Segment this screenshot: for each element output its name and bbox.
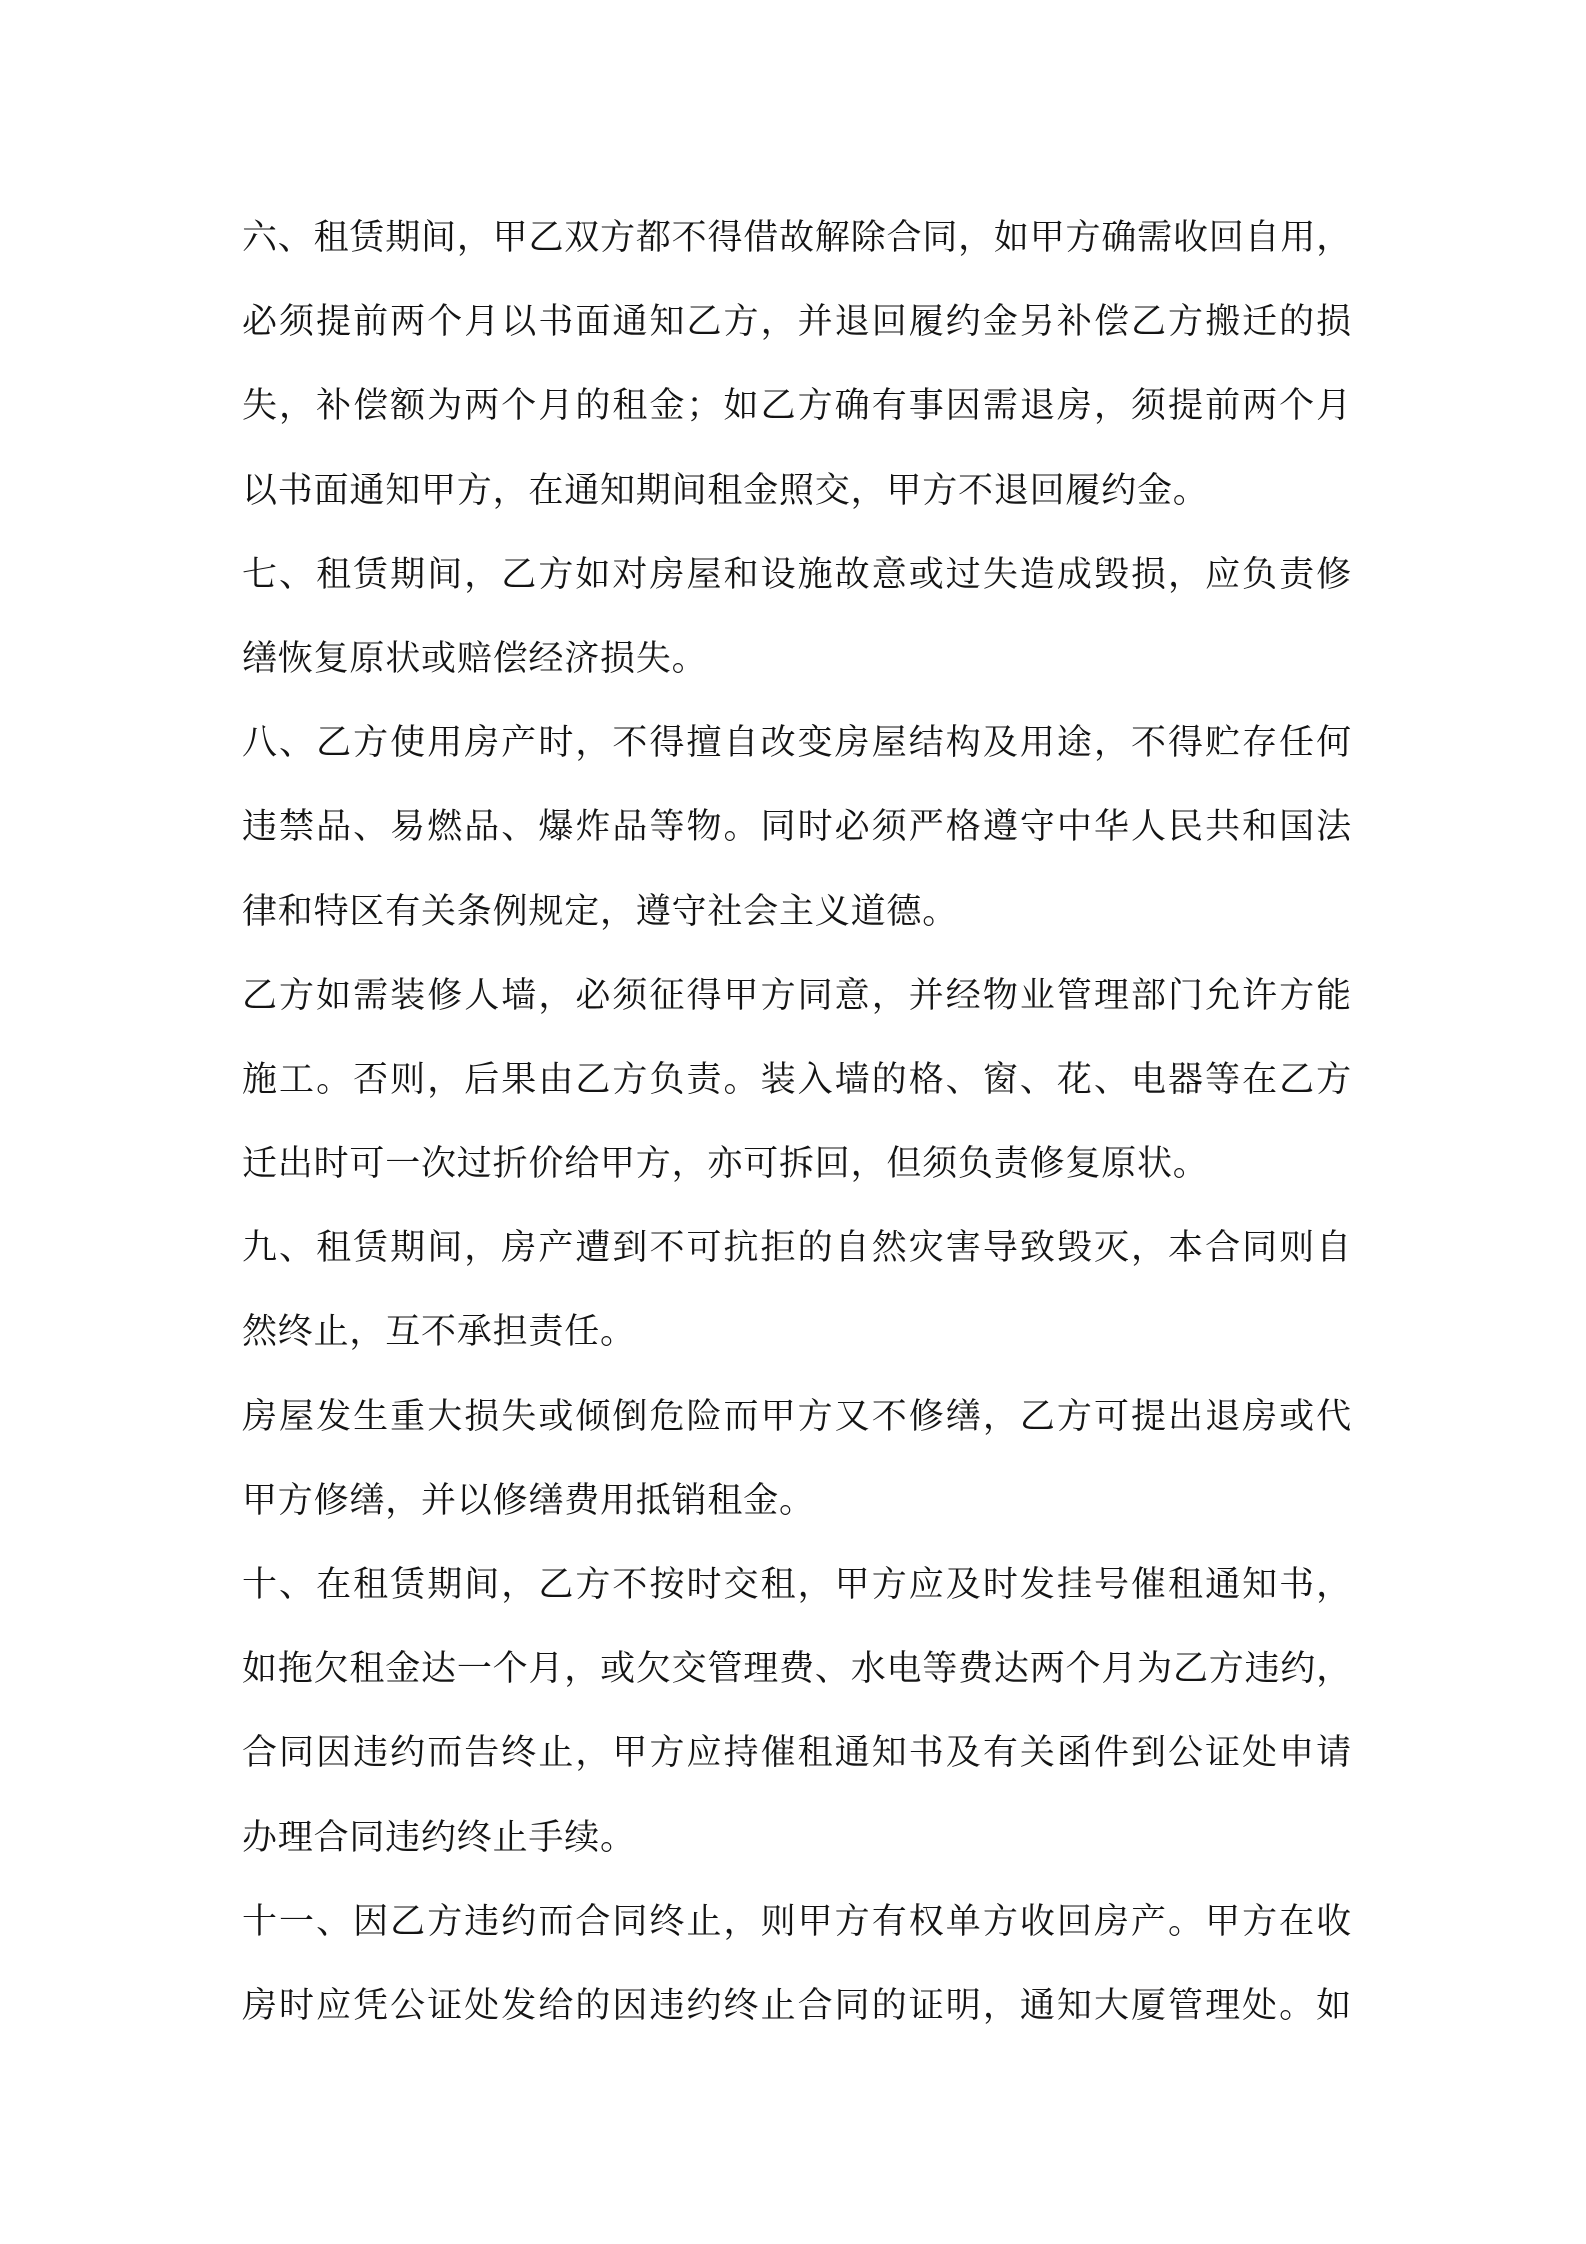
text-line: 失，补偿额为两个月的租金；如乙方确有事因需退房，须提前两个月 — [242, 386, 1352, 427]
text-line: 必须提前两个月以书面通知乙方，并退回履约金另补偿乙方搬迁的损 — [242, 302, 1352, 343]
text-line: 以书面通知甲方，在通知期间租金照交，甲方不退回履约金。 — [242, 470, 1209, 511]
text-line: 律和特区有关条例规定，遵守社会主义道德。 — [242, 891, 959, 932]
text-line: 缮恢复原状或赔偿经济损失。 — [242, 638, 708, 679]
text-line: 施工。否则，后果由乙方负责。装入墙的格、窗、花、电器等在乙方 — [242, 1059, 1352, 1100]
text-line: 九、租赁期间，房产遭到不可抗拒的自然灾害导致毁灭，本合同则自 — [242, 1228, 1352, 1269]
text-line: 房屋发生重大损失或倾倒危险而甲方又不修缮，乙方可提出退房或代 — [242, 1396, 1352, 1437]
contract-body-text — [242, 196, 1352, 2048]
text-line: 如拖欠租金达一个月，或欠交管理费、水电等费达两个月为乙方违约， — [242, 1649, 1352, 1690]
text-line: 办理合同违约终止手续。 — [242, 1817, 636, 1858]
text-line: 八、乙方使用房产时，不得擅自改变房屋结构及用途，不得贮存任何 — [242, 723, 1352, 764]
text-line: 六、租赁期间，甲乙双方都不得借故解除合同，如甲方确需收回自用， — [242, 218, 1352, 258]
text-line: 十、在租赁期间，乙方不按时交租，甲方应及时发挂号催租通知书， — [242, 1565, 1352, 1605]
text-line: 七、租赁期间，乙方如对房屋和设施故意或过失造成毁损，应负责修 — [242, 554, 1352, 595]
text-line: 违禁品、易燃品、爆炸品等物。同时必须严格遵守中华人民共和国法 — [242, 807, 1352, 848]
text-line: 合同因违约而告终止，甲方应持催租通知书及有关函件到公证处申请 — [242, 1733, 1352, 1774]
text-line: 房时应凭公证处发给的因违约终止合同的证明，通知大厦管理处。如 — [242, 1985, 1352, 2026]
text-line: 迁出时可一次过折价给甲方，亦可拆回，但须负责修复原状。 — [242, 1144, 1209, 1185]
text-line: 然终止，互不承担责任。 — [242, 1312, 636, 1353]
text-line: 乙方如需装修人墙，必须征得甲方同意，并经物业管理部门允许方能 — [242, 975, 1352, 1016]
text-line: 十一、因乙方违约而合同终止，则甲方有权单方收回房产。甲方在收 — [242, 1901, 1352, 1942]
text-line: 甲方修缮，并以修缮费用抵销租金。 — [242, 1480, 815, 1521]
